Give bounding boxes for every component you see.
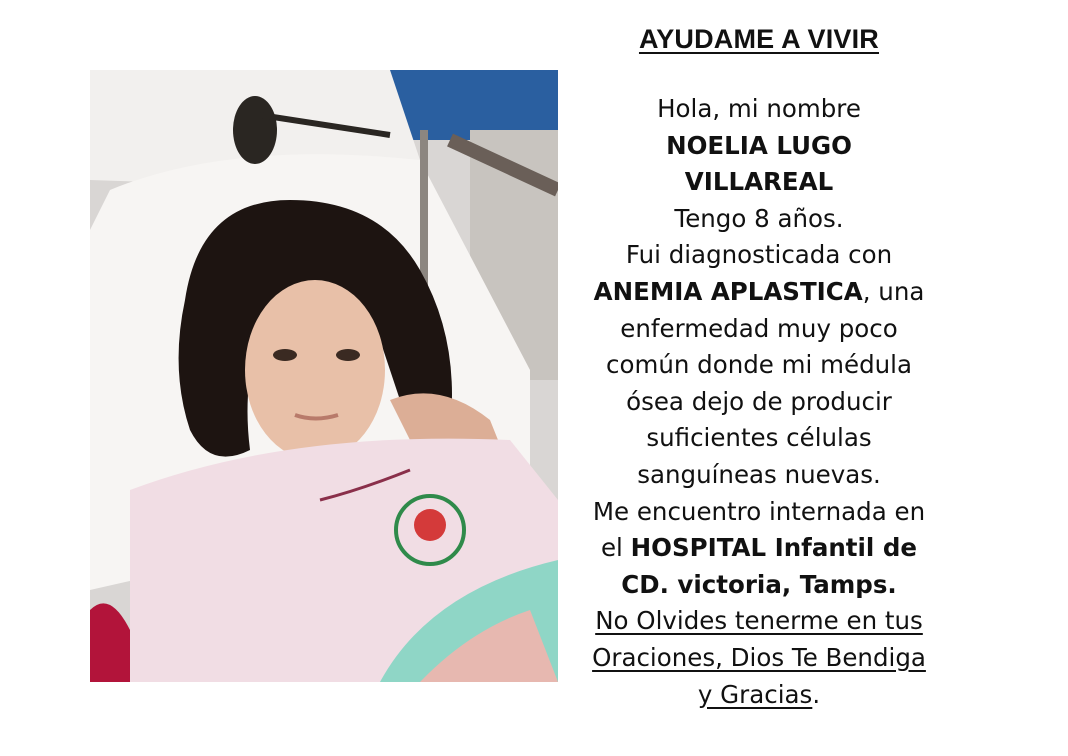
patient-photo <box>90 70 558 682</box>
hospital-line <box>560 530 958 567</box>
disease-name: ANEMIA APLASTICA <box>593 276 863 306</box>
enfermedad-line: enfermedad muy poco <box>620 313 898 343</box>
hospital-prefix: el <box>600 533 631 563</box>
comun-line: común donde mi médula <box>606 350 912 380</box>
internada-line: Me encuentro internada en <box>592 496 926 526</box>
closing-line-1: No Olvides tenerme en tus <box>595 606 923 636</box>
closing-line-2: Oraciones, Dios Te Bendiga <box>592 642 926 672</box>
osea-line: ósea dejo de producir <box>626 386 892 416</box>
disease-suffix: , una <box>862 276 925 306</box>
diagnosis-intro-line: Fui diagnosticada con <box>625 240 893 270</box>
disease-line <box>560 274 958 311</box>
sanguineas-line: sanguíneas nuevas. <box>637 459 881 489</box>
age-line: Tengo 8 años. <box>674 203 844 233</box>
closing-period: . <box>812 679 821 709</box>
closing-line-3 <box>560 677 958 714</box>
closing-thanks: y Gracias <box>697 679 813 709</box>
hospital-name: HOSPITAL Infantil de <box>630 533 917 563</box>
greeting-line: Hola, mi nombre <box>657 94 861 123</box>
suficientes-line: suficientes células <box>646 423 872 453</box>
hospital-city-line: CD. victoria, Tamps. <box>621 569 897 599</box>
message-text <box>560 91 958 713</box>
page-title: AYUDAME A VIVIR <box>638 24 880 54</box>
name-line-2: VILLAREAL <box>684 167 834 197</box>
name-line-1: NOELIA LUGO <box>666 130 852 160</box>
